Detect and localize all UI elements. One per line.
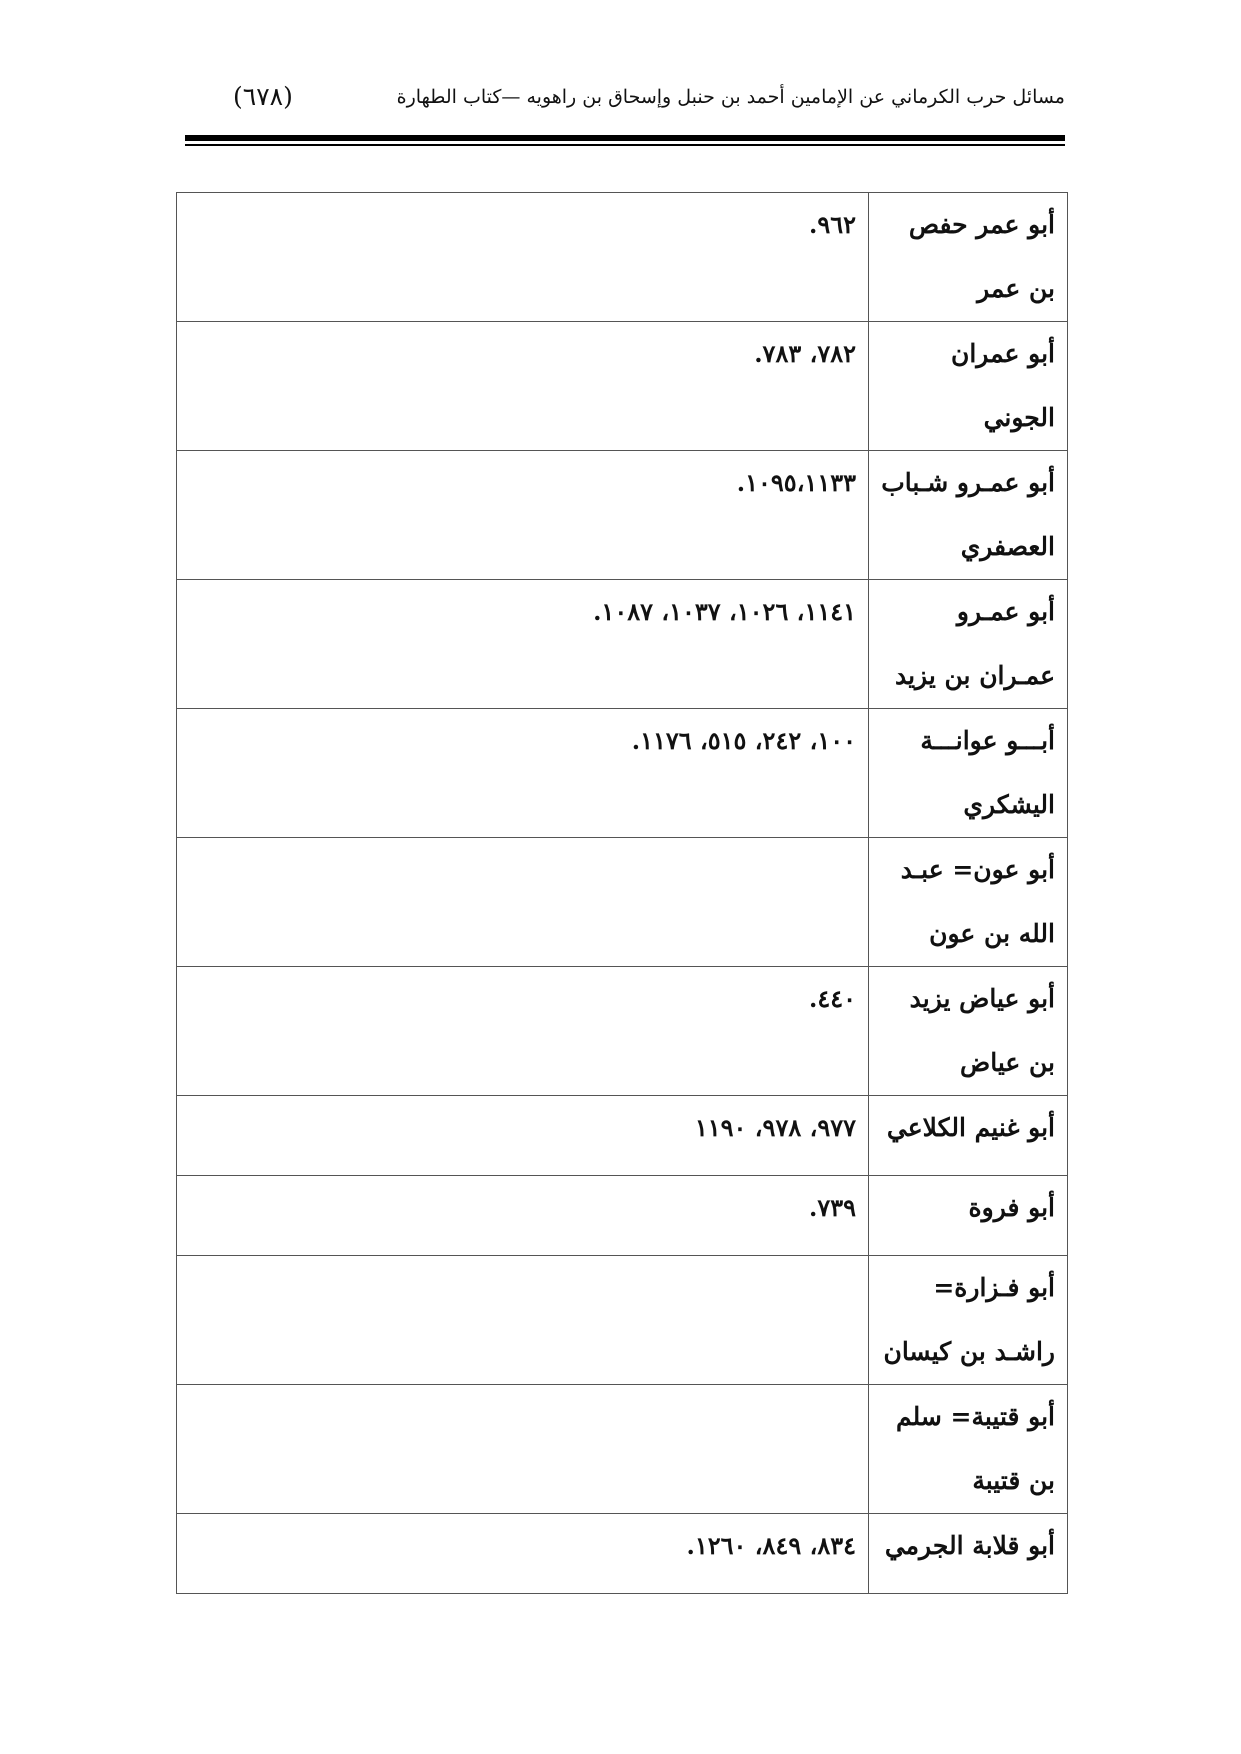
table-row	[177, 1176, 1068, 1256]
refs-cell: ٧٣٩.	[177, 1176, 869, 1256]
table-row	[177, 838, 1068, 967]
refs-cell: ١٠٩٥،١١٣٣.	[177, 451, 869, 580]
refs-cell: ٩٧٧، ٩٧٨، ١١٩٠	[177, 1096, 869, 1176]
name-cell: أبو عمر حفص بن عمر	[869, 193, 1068, 322]
name-cell: أبو عياض يزيد بن عياض	[869, 967, 1068, 1096]
table-row	[177, 967, 1068, 1096]
name-index-table	[176, 192, 1068, 1594]
table-row	[177, 1514, 1068, 1594]
name-cell: أبو عمـرو شـباب العصفري	[869, 451, 1068, 580]
table-row	[177, 193, 1068, 322]
running-title: مسائل حرب الكرماني عن الإمامين أحمد بن حنبل وإسحاق بن راهويه —كتاب الطهارة	[396, 86, 1065, 108]
name-cell: أبو غنيم الكلاعي	[869, 1096, 1068, 1176]
table-row	[177, 451, 1068, 580]
refs-cell	[177, 1256, 869, 1385]
page-header	[175, 82, 1065, 126]
refs-cell: ١١٤١، ١٠٢٦، ١٠٣٧، ١٠٨٧.	[177, 580, 869, 709]
refs-cell: ٧٨٢، ٧٨٣.	[177, 322, 869, 451]
name-cell: أبـــو عوانـــة اليشكري	[869, 709, 1068, 838]
header-rule-thin	[185, 144, 1065, 146]
header-rule-thick	[185, 135, 1065, 141]
name-cell: أبو قلابة الجرمي	[869, 1514, 1068, 1594]
name-cell: أبو عمران الجوني	[869, 322, 1068, 451]
table-row	[177, 1256, 1068, 1385]
refs-cell: ٩٦٢.	[177, 193, 869, 322]
name-cell: أبو عمـرو عمـران بن يزيد	[869, 580, 1068, 709]
page-number: (٦٧٨)	[233, 82, 293, 111]
table-row	[177, 1096, 1068, 1176]
refs-cell: ١٠٠، ٢٤٢، ٥١٥، ١١٧٦.	[177, 709, 869, 838]
name-cell: أبو فـزارة= راشـد بن كيسان	[869, 1256, 1068, 1385]
table-row	[177, 580, 1068, 709]
refs-cell	[177, 1385, 869, 1514]
refs-cell: ٤٤٠.	[177, 967, 869, 1096]
name-cell: أبو عون= عبـد الله بن عون	[869, 838, 1068, 967]
table-row	[177, 709, 1068, 838]
name-cell: أبو قتيبة= سلم بن قتيبة	[869, 1385, 1068, 1514]
table-row	[177, 1385, 1068, 1514]
table-row	[177, 322, 1068, 451]
refs-cell: ٨٣٤، ٨٤٩، ١٢٦٠.	[177, 1514, 869, 1594]
refs-cell	[177, 838, 869, 967]
name-cell: أبو فروة	[869, 1176, 1068, 1256]
